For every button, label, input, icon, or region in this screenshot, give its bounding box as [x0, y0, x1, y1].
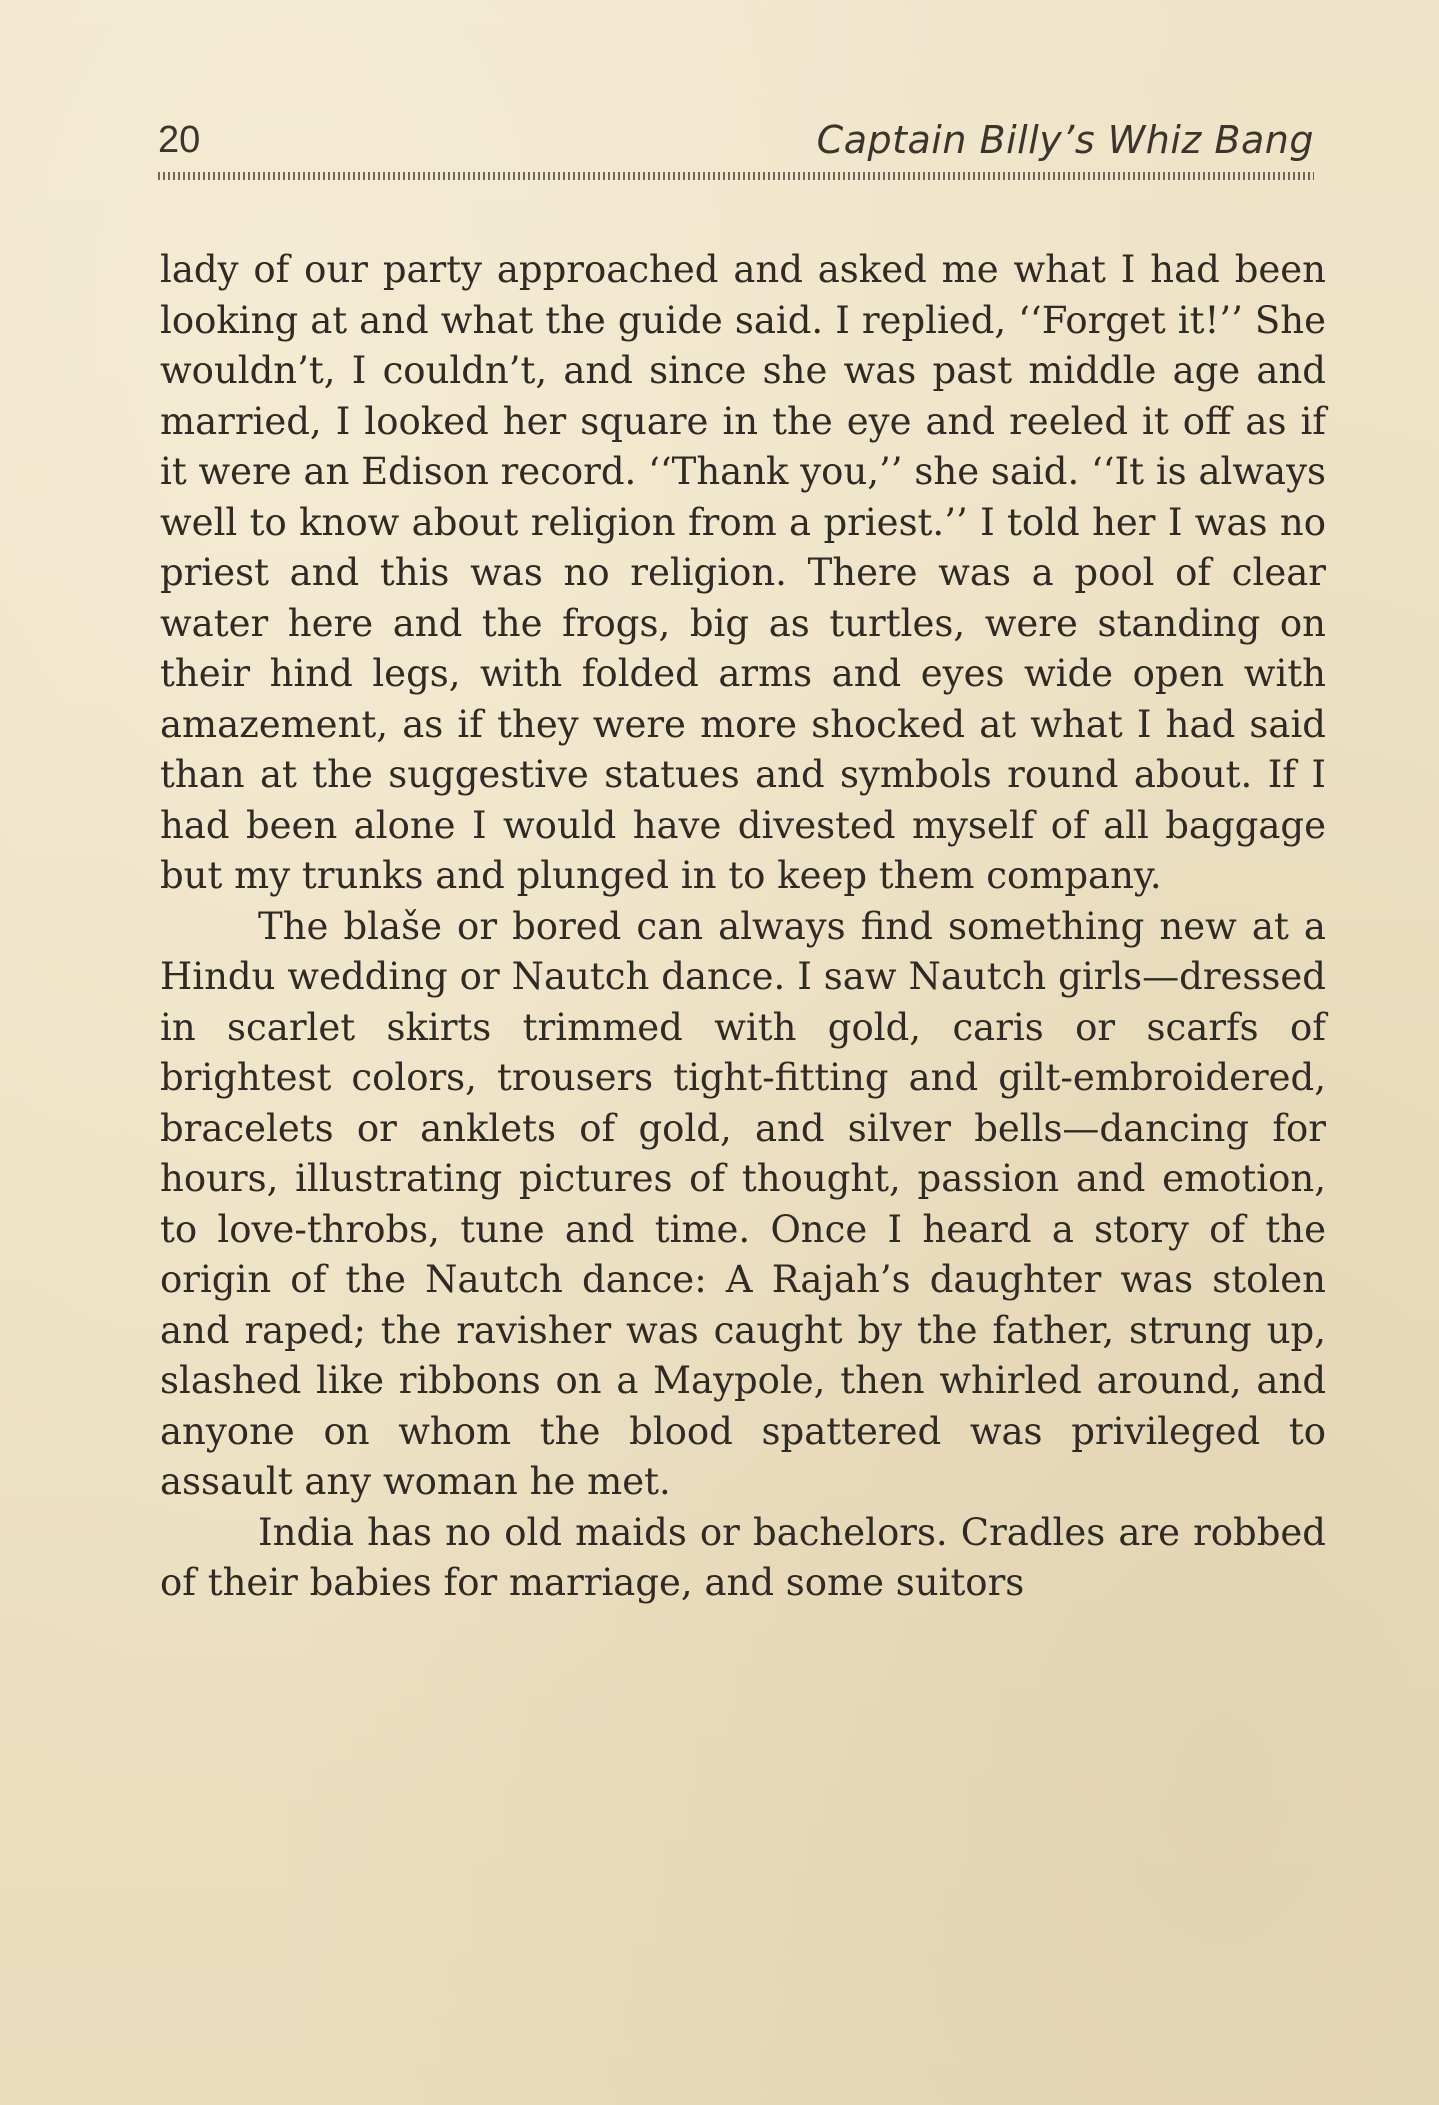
- paragraph-3: India has no old maids or bachelors. Cradles are robbed of their babies for marriage, and some suitors: [160, 1510, 1326, 1604]
- running-title: Captain Billy’s Whiz Bang: [816, 118, 1314, 162]
- paragraph-2: The blaše or bored can always find something new at a Hindu wedding or Nautch dance. I saw Nautch girls—dressed in scarlet skirts trimmed with gold, caris or scarfs of brightest colors, trousers tight-fitting and gilt-embroidered, bracelets or anklets of gold, and silver bells—dancing for hours, illustrating pictures of thought, passion and emotion, to love-throbs, tune and time. Once I heard a story of the origin of the Nautch dance: A Rajah’s daughter was stolen and raped; the ravisher was caught by the father, strung up, slashed like ribbons on a Maypole, then whirled around, and anyone on whom the blood spattered was privileged to assault any woman he met.: [160, 904, 1326, 1503]
- paragraph-1: lady of our party approached and asked me what I had been looking at and what the guide said. I replied, ‘‘Forget it!’’ She wouldn’t, I couldn’t, and since she was past middle age and married, I looked her square in the eye and reeled it off as if it were an Edison record. ‘‘Thank you,’’ she said. ‘‘It is always well to know about religion from a priest.’’ I told her I was no priest and this was no religion. There was a pool of clear water here and the frogs, big as turtles, were standing on their hind legs, with folded arms and eyes wide open with amazement, as if they were more shocked at what I had said than at the suggestive statues and symbols round about. If I had been alone I would have divested myself of all baggage but my trunks and plunged in to keep them company.: [160, 248, 1326, 897]
- header-rule-divider: [158, 172, 1314, 180]
- page-number: 20: [158, 119, 201, 161]
- body-text: [160, 245, 1326, 1609]
- page-header: [158, 112, 1314, 168]
